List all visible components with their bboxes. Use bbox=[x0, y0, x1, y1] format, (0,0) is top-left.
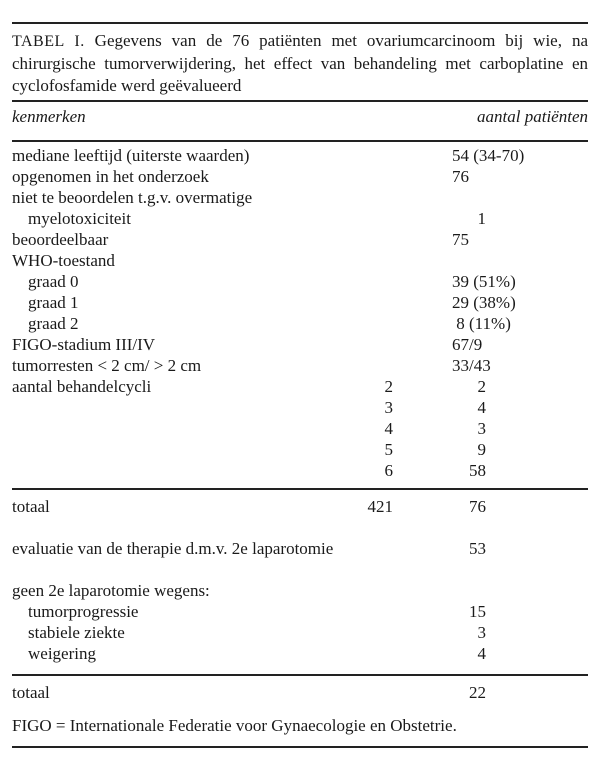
no-laparotomy-heading bbox=[12, 580, 588, 602]
row-subvalue: 2 bbox=[384, 377, 393, 396]
row-value: 9 bbox=[477, 440, 486, 459]
total-subvalue: 421 bbox=[367, 497, 393, 516]
row-subvalue: 6 bbox=[384, 461, 393, 480]
table-row bbox=[12, 250, 588, 272]
table-row bbox=[12, 622, 588, 644]
row-label: graad 1 bbox=[28, 293, 79, 312]
row-subvalue: 4 bbox=[384, 419, 393, 438]
table-row bbox=[12, 355, 588, 377]
total-row bbox=[12, 496, 588, 518]
row-label: myelotoxiciteit bbox=[28, 209, 131, 228]
row-label: weigering bbox=[28, 644, 96, 663]
table-row bbox=[12, 145, 588, 167]
row-label: tumorresten < 2 cm/ > 2 cm bbox=[12, 356, 202, 375]
caption-rule bbox=[12, 100, 588, 102]
top-rule bbox=[12, 22, 588, 24]
evaluation-row bbox=[12, 538, 588, 560]
table-row bbox=[12, 460, 588, 482]
row-value: 3 bbox=[477, 419, 486, 438]
row-subvalue: 3 bbox=[384, 398, 393, 417]
row-label: mediane leeftijd (uiterste waarden) bbox=[12, 146, 250, 165]
row-value: 4 bbox=[477, 644, 486, 663]
row-label: tumorprogressie bbox=[28, 602, 139, 621]
row-value: 1 bbox=[477, 209, 486, 228]
total2-value: 22 bbox=[469, 683, 486, 702]
row-label: FIGO-stadium III/IV bbox=[12, 335, 156, 354]
total2-row bbox=[12, 682, 588, 704]
table-label: TABEL I. bbox=[12, 33, 85, 50]
total-value: 76 bbox=[469, 497, 486, 516]
no-laparotomy-label: geen 2e laparotomie wegens: bbox=[12, 581, 210, 600]
table-row bbox=[12, 418, 588, 440]
row-label: beoordeelbaar bbox=[12, 230, 109, 249]
table-row bbox=[12, 229, 588, 251]
footnote: FIGO = Internationale Federatie voor Gynaecologie en Obstetrie. bbox=[12, 716, 457, 735]
total-label: totaal bbox=[12, 497, 50, 516]
row-value: 67/9 bbox=[452, 335, 483, 354]
header-rule bbox=[12, 140, 588, 142]
row-value: 8 (11%) bbox=[452, 314, 511, 333]
table-row bbox=[12, 271, 588, 293]
total2-rule bbox=[12, 674, 588, 676]
table-row bbox=[12, 334, 588, 356]
table-row bbox=[12, 601, 588, 623]
evaluation-label: evaluatie van de therapie d.m.v. 2e laparotomie bbox=[12, 539, 334, 558]
bottom-rule bbox=[12, 746, 588, 748]
table-row bbox=[12, 397, 588, 419]
table-caption bbox=[12, 30, 588, 97]
row-value: 2 bbox=[477, 377, 486, 396]
row-label: opgenomen in het onderzoek bbox=[12, 167, 209, 186]
row-value: 58 bbox=[469, 461, 486, 480]
table-row bbox=[12, 166, 588, 188]
total2-label: totaal bbox=[12, 683, 50, 702]
caption-text: Gegevens van de 76 patiënten met ovariumcarcinoom bij wie, na chirurgische tumorverwijdering, het effect van behandeling met carboplatine en cyclofosfamide werd geëvalueerd bbox=[12, 31, 588, 95]
table-row bbox=[12, 439, 588, 461]
total-rule bbox=[12, 488, 588, 490]
row-label: graad 2 bbox=[28, 314, 79, 333]
column-header-kenmerken: kenmerken bbox=[12, 107, 86, 126]
row-label: graad 0 bbox=[28, 272, 79, 291]
row-value: 29 (38%) bbox=[452, 293, 516, 312]
row-label: WHO-toestand bbox=[12, 251, 115, 270]
row-label: stabiele ziekte bbox=[28, 623, 125, 642]
evaluation-value: 53 bbox=[469, 539, 486, 558]
table-row bbox=[12, 292, 588, 314]
row-value: 76 bbox=[452, 167, 469, 186]
row-value: 39 (51%) bbox=[452, 272, 516, 291]
row-value: 33/43 bbox=[452, 356, 491, 375]
row-label: aantal behandelcycli bbox=[12, 377, 152, 396]
table-row bbox=[12, 208, 588, 230]
row-value: 4 bbox=[477, 398, 486, 417]
row-value: 3 bbox=[477, 623, 486, 642]
table-row bbox=[12, 643, 588, 665]
table-row bbox=[12, 376, 588, 398]
row-label: niet te beoordelen t.g.v. overmatige bbox=[12, 188, 253, 207]
row-value: 54 (34-70) bbox=[452, 146, 525, 165]
row-value: 75 bbox=[452, 230, 469, 249]
row-subvalue: 5 bbox=[384, 440, 393, 459]
table-row bbox=[12, 313, 588, 335]
row-value: 15 bbox=[469, 602, 486, 621]
table-row bbox=[12, 187, 588, 209]
column-header-aantal: aantal patiënten bbox=[477, 107, 588, 126]
